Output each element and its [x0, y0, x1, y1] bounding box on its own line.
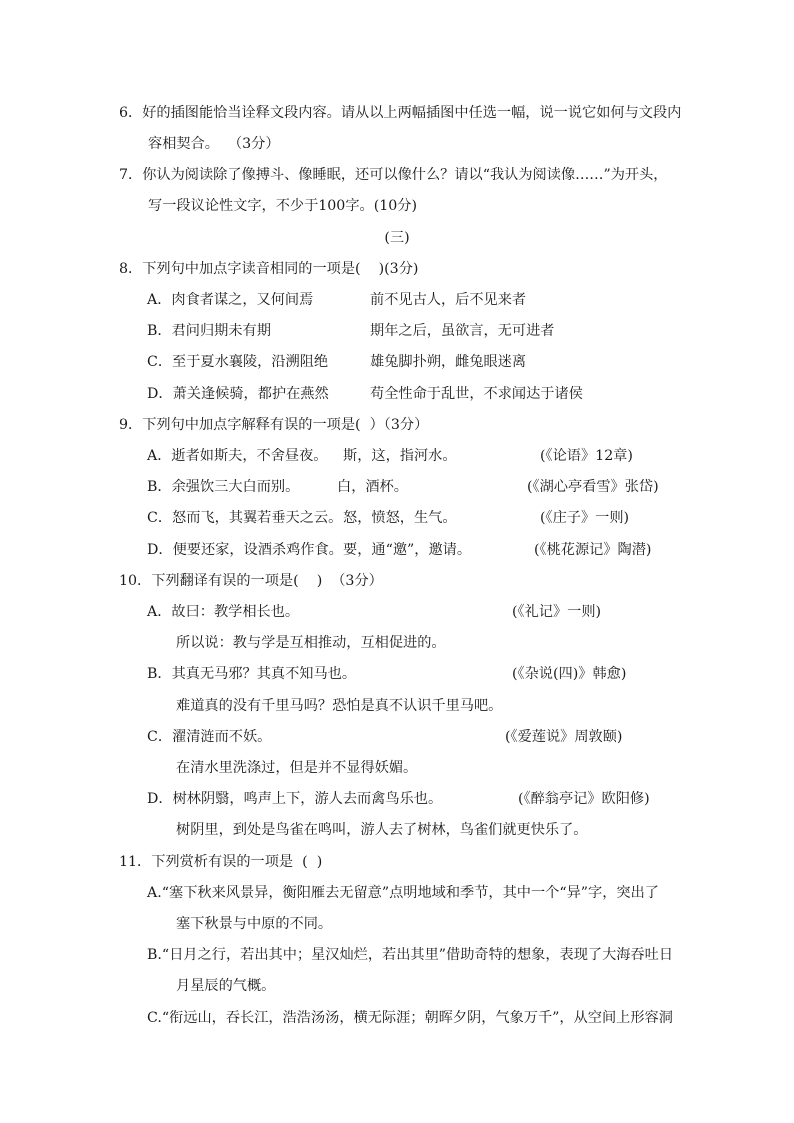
q10-option-b-source: (《杂说(四)》韩愈) [512, 666, 627, 682]
q8-option-c-left: C．至于夏水襄陵，沿溯阻绝 [147, 354, 329, 370]
q7-line1: 7．你认为阅读除了像搏斗、像睡眠，还可以像什么？请以“我认为阅读像……”为开头， [119, 167, 668, 183]
q10-option-c-translation: 在清水里洗涤过，但是并不显得妖媚。 [176, 760, 418, 776]
q10-option-c-source: (《爱莲说》周敦颐) [505, 729, 623, 745]
section-heading: (三) [384, 230, 410, 246]
q8-option-d-left: D．萧关逢候骑，都护在燕然 [147, 386, 329, 402]
q10-option-d-text: D．树林阴翳，鸣声上下，游人去而禽鸟乐也。 [147, 791, 443, 807]
q6-line2: 容相契合。 （3分） [148, 136, 280, 152]
q8-option-c-right: 雄兔脚扑朔，雌兔眼迷离 [370, 354, 527, 370]
q9-option-d-source: (《桃花源记》陶潜) [534, 542, 652, 558]
q9-option-a-gloss: 斯，这，指河水。 [343, 448, 457, 464]
q11-option-b-line2: 月星辰的气概。 [176, 978, 276, 994]
q10-option-a-text: A．故曰：教学相长也。 [147, 604, 300, 620]
q9-option-a-source: (《论语》12章) [540, 448, 633, 464]
q10-option-d-source: (《醉翁亭记》欧阳修) [518, 791, 650, 807]
q9-stem: 9．下列句中加点字解释有误的一项是( ）（3分） [119, 417, 429, 433]
q8-option-a-left: A．肉食者谋之，又何间焉 [147, 292, 314, 308]
q11-option-b-line1: B.“日月之行，若出其中；星汉灿烂，若出其里”借助奇特的想象，表现了大海吞吐日 [147, 947, 674, 963]
q8-stem: 8．下列句中加点字读音相同的一项是( )(3分) [119, 261, 419, 277]
q9-option-b-gloss: 白，酒杯。 [337, 479, 408, 495]
q8-option-a-right: 前不见古人，后不见来者 [370, 292, 527, 308]
q10-option-a-source: (《礼记》一则) [512, 604, 602, 620]
q8-option-d-right: 苟全性命于乱世，不求闻达于诸侯 [370, 386, 583, 402]
q11-stem: 11．下列赏析有误的一项是 ( ) [119, 854, 323, 870]
q8-option-b-right: 期年之后，虽欲言，无可进者 [370, 323, 555, 339]
q10-option-b-translation: 难道真的没有千里马吗？恐怕是真不认识千里马吧。 [176, 698, 503, 714]
q9-option-d-gloss: 要，通“邀”，邀请。 [343, 542, 472, 558]
q10-option-c-text: C．濯清涟而不妖。 [147, 729, 272, 745]
q9-option-c-text: C．怒而飞，其翼若垂天之云。 [147, 510, 343, 526]
q10-option-a-translation: 所以说：教与学是互相推动，互相促进的。 [176, 635, 446, 651]
q10-option-b-text: B．其真无马邪？其真不知马也。 [147, 666, 357, 682]
q9-option-c-source: (《庄子》一则) [540, 510, 630, 526]
q8-option-b-left: B．君问归期未有期 [147, 323, 271, 339]
q9-option-b-source: (《湖心亭看雪》张岱) [527, 479, 659, 495]
q9-option-d-text: D．便要还家，设酒杀鸡作食。 [147, 542, 343, 558]
q11-option-a-line2: 塞下秋景与中原的不同。 [176, 916, 333, 932]
q9-option-a-text: A．逝者如斯夫，不舍昼夜。 [147, 448, 328, 464]
q9-option-c-gloss: 怒，愤怒，生气。 [343, 510, 457, 526]
q11-option-a-line1: A.“塞下秋来风景异，衡阳雁去无留意”点明地域和季节，其中一个“异”字，突出了 [147, 885, 659, 901]
q6-line1: 6．好的插图能恰当诠释文段内容。请从以上两幅插图中任选一幅，说一说它如何与文段内 [119, 105, 682, 121]
q10-option-d-translation: 树阴里，到处是鸟雀在鸣叫，游人去了树林，鸟雀们就更快乐了。 [176, 822, 588, 838]
q10-stem: 10．下列翻译有误的一项是( ) （3分） [119, 573, 383, 589]
q11-option-c-line1: C.“衔远山，吞长江，浩浩汤汤，横无际涯；朝晖夕阴，气象万千”，从空间上形容洞 [147, 1010, 673, 1026]
q7-line2: 写一段议论性文字，不少于100字。(10分) [148, 198, 418, 214]
q9-option-b-text: B．余强饮三大白而别。 [147, 479, 300, 495]
